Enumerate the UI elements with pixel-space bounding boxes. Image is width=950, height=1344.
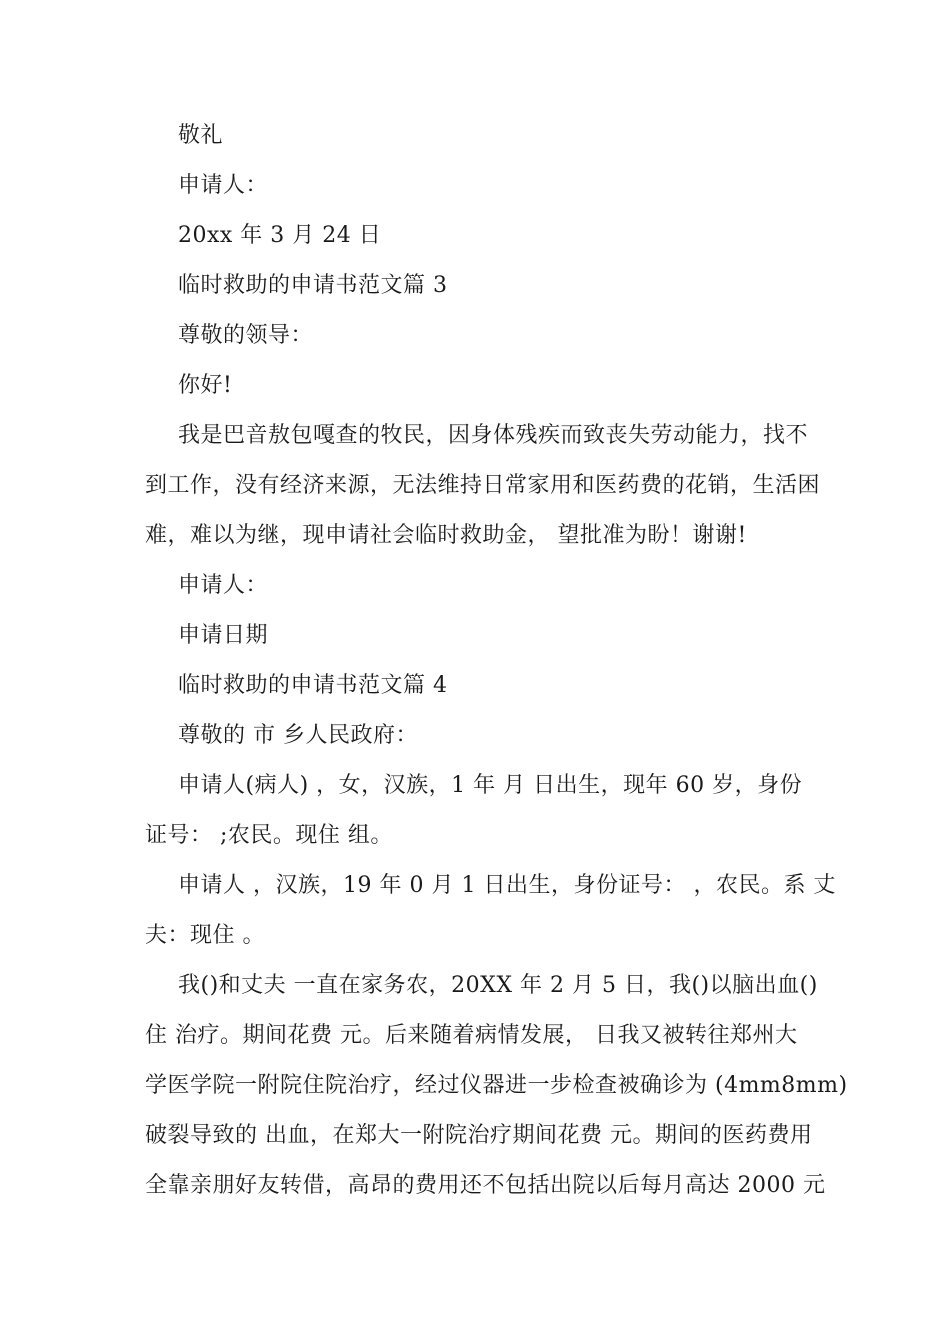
salutation-line: 尊敬的领导：	[178, 323, 314, 348]
applicant-label: 申请人：	[178, 173, 269, 198]
salutation-line: 尊敬的 市 乡人民政府：	[178, 723, 418, 748]
body-paragraph-line: 证号： ;农民。现住 组。	[145, 823, 393, 848]
body-paragraph-line: 我是巴音敖包嘎查的牧民，因身体残疾而致丧失劳动能力，找不	[178, 423, 809, 448]
body-paragraph-line: 学医学院一附院住院治疗，经过仪器进一步检查被确诊为 (4mm8mm)	[145, 1073, 848, 1098]
body-paragraph-line: 破裂导致的 出血，在郑大一附院治疗期间花费 元。期间的医药费用	[145, 1123, 813, 1148]
applicant-label: 申请人：	[178, 573, 269, 598]
body-paragraph-line: 全靠亲朋好友转借，高昂的费用还不包括出院以后每月高达 2000 元	[145, 1173, 826, 1198]
body-paragraph-line: 夫：现住 。	[145, 923, 265, 948]
body-paragraph-line: 申请人 ，汉族，19 年 0 月 1 日出生，身份证号： ，农民。系 丈	[178, 873, 836, 898]
greeting-line: 你好!	[178, 373, 233, 398]
body-paragraph-line: 难，难以为继，现申请社会临时救助金， 望批准为盼！谢谢!	[145, 523, 747, 548]
body-paragraph-line: 住 治疗。期间花费 元。后来随着病情发展， 日我又被转往郑州大	[145, 1023, 798, 1048]
body-paragraph-line: 申请人(病人) ，女，汉族，1 年 月 日出生，现年 60 岁，身份	[178, 773, 803, 798]
date-line: 20xx 年 3 月 24 日	[178, 223, 382, 248]
section-heading-3: 临时救助的申请书范文篇 3	[178, 273, 448, 298]
body-paragraph-line: 到工作，没有经济来源，无法维持日常家用和医药费的花销，生活困	[145, 473, 821, 498]
closing-salutation: 敬礼	[178, 123, 224, 148]
body-paragraph-line: 我()和丈夫 一直在家务农，20XX 年 2 月 5 日，我()以脑出血()	[178, 973, 818, 998]
application-date-label: 申请日期	[178, 623, 269, 648]
section-heading-4: 临时救助的申请书范文篇 4	[178, 673, 448, 698]
